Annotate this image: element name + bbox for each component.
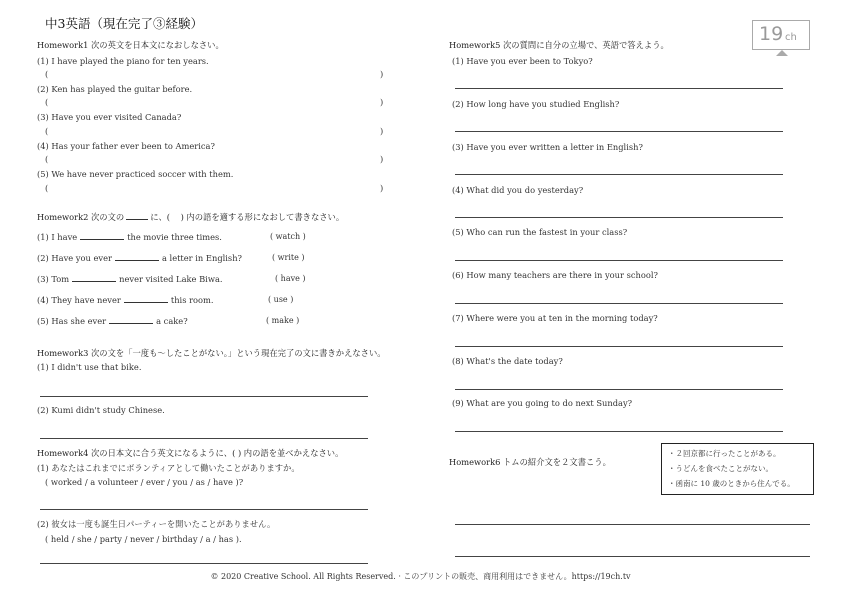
hw4-words-2: ( held / she / party / never / birthday / a / has ). — [45, 534, 242, 544]
hw2-item-5-pre: (5) Has she ever — [37, 316, 107, 326]
hw6-info-box — [661, 443, 814, 495]
hw3-answer-line-1 — [40, 396, 368, 397]
hw5-heading: Homework5 次の質問に自分の立場で、英語で答えよう。 — [449, 40, 669, 50]
hw4-question-2: (2) 彼女は一度も誕生日パーティーを開いたことがありません。 — [37, 519, 276, 529]
hw2-item-2-pre: (2) Have you ever — [37, 253, 112, 263]
hw5-answer-line-7 — [455, 346, 783, 347]
hw6-info-2: ・うどんを食べたことがない。 — [668, 464, 773, 473]
hw5-item-7: (7) Where were you at ten in the morning today? — [452, 313, 658, 323]
copyright-footer: © 2020 Creative School. All Rights Reserved. · このプリントの販売、商用利用はできません。https://19ch.tv — [210, 572, 631, 581]
hw5-answer-line-2 — [455, 131, 783, 132]
hw2-hint-1: ( watch ) — [270, 232, 306, 241]
hw1-item-1: (1) I have played the piano for ten years. — [37, 56, 209, 66]
hw2-item-4-post: this room. — [170, 295, 214, 305]
hw2-heading — [37, 211, 344, 223]
hw2-hint-2: ( write ) — [272, 253, 305, 262]
hw1-item-4: (4) Has your father ever been to America? — [37, 141, 215, 151]
hw2-blank-4 — [124, 295, 168, 303]
hw3-item-2: (2) Kumi didn't study Chinese. — [37, 405, 165, 415]
hw2-hint-3: ( have ) — [275, 274, 306, 283]
hw2-item-3-post: never visited Lake Biwa. — [119, 274, 223, 284]
hw1-answer-open-5: ( — [45, 183, 49, 193]
hw5-answer-line-1 — [455, 88, 783, 89]
logo-sub: ch — [785, 32, 797, 43]
hw2-heading-c: ) 内の語を適する形になおして書きなさい。 — [180, 212, 345, 222]
hw6-info-1: ・２回京都に行ったことがある。 — [668, 449, 781, 458]
hw3-answer-line-2 — [40, 438, 368, 439]
hw2-heading-b: に、( — [150, 212, 171, 222]
hw5-answer-line-9 — [455, 431, 783, 432]
hw1-answer-open-4: ( — [45, 154, 49, 164]
hw6-info-3: ・函南に 10 歳のときから住んでる。 — [668, 479, 795, 488]
hw5-answer-line-3 — [455, 174, 783, 175]
page-title: 中3英語（現在完了③経験） — [45, 16, 203, 31]
logo-stand-icon — [776, 50, 788, 56]
hw1-answer-open-2: ( — [45, 97, 49, 107]
hw2-item-5-post: a cake? — [156, 316, 188, 326]
hw2-item-4 — [37, 295, 214, 305]
hw4-answer-line-1 — [40, 509, 368, 510]
hw5-item-2: (2) How long have you studied English? — [452, 99, 620, 109]
hw1-answer-close-1: ) — [380, 69, 384, 79]
hw4-words-1: ( worked / a volunteer / ever / you / as / have )? — [45, 477, 244, 487]
hw2-blank-3 — [72, 274, 116, 282]
hw5-item-5: (5) Who can run the fastest in your class? — [452, 227, 628, 237]
hw4-answer-line-2 — [40, 563, 368, 564]
hw1-heading: Homework1 次の英文を日本文になおしなさい。 — [37, 40, 224, 50]
hw1-item-5: (5) We have never practiced soccer with them. — [37, 169, 234, 179]
hw2-blank-2 — [115, 253, 159, 261]
hw5-answer-line-4 — [455, 217, 783, 218]
hw5-item-8: (8) What's the date today? — [452, 356, 563, 366]
hw2-heading-blank — [126, 212, 148, 220]
hw1-answer-close-5: ) — [380, 183, 384, 193]
hw1-item-3: (3) Have you ever visited Canada? — [37, 112, 182, 122]
hw1-answer-open-3: ( — [45, 126, 49, 136]
hw5-item-3: (3) Have you ever written a letter in English? — [452, 142, 643, 152]
hw2-item-4-pre: (4) They have never — [37, 295, 121, 305]
hw2-item-3 — [37, 274, 223, 284]
hw2-heading-a: Homework2 次の文の — [37, 212, 125, 222]
hw5-item-9: (9) What are you going to do next Sunday? — [452, 398, 633, 408]
hw6-answer-line-1 — [455, 524, 810, 525]
hw1-answer-close-3: ) — [380, 126, 384, 136]
hw2-blank-1 — [80, 232, 124, 240]
hw2-item-2-post: a letter in English? — [161, 253, 242, 263]
hw5-item-6: (6) How many teachers are there in your school? — [452, 270, 658, 280]
hw5-answer-line-5 — [455, 260, 783, 261]
hw4-heading: Homework4 次の日本文に合う英文になるように、( ) 内の語を並べかえなさい。 — [37, 448, 344, 458]
hw5-item-1: (1) Have you ever been to Tokyo? — [452, 56, 593, 66]
hw3-item-1: (1) I didn't use that bike. — [37, 362, 142, 372]
logo-main: 19 — [759, 23, 784, 45]
hw1-answer-open-1: ( — [45, 69, 49, 79]
hw5-answer-line-6 — [455, 303, 783, 304]
hw2-item-2 — [37, 253, 242, 263]
hw6-heading: Homework6 トムの紹介文を２文書こう。 — [449, 457, 611, 467]
hw2-item-1-pre: (1) I have — [37, 232, 78, 242]
hw1-answer-close-2: ) — [380, 97, 384, 107]
hw1-answer-close-4: ) — [380, 154, 384, 164]
hw2-hint-5: ( make ) — [266, 316, 300, 325]
hw4-question-1: (1) あなたはこれまでにボランティアとして働いたことがありますか。 — [37, 463, 300, 473]
hw2-item-3-pre: (3) Tom — [37, 274, 70, 284]
hw1-item-2: (2) Ken has played the guitar before. — [37, 84, 193, 94]
hw2-blank-5 — [109, 316, 153, 324]
hw2-item-1 — [37, 232, 222, 242]
hw3-heading: Homework3 次の文を「一度も～したことがない。」という現在完了の文に書きかえなさい。 — [37, 348, 386, 358]
hw5-item-4: (4) What did you do yesterday? — [452, 185, 584, 195]
hw2-item-1-post: the movie three times. — [127, 232, 222, 242]
logo-19ch — [752, 20, 810, 50]
hw5-answer-line-8 — [455, 389, 783, 390]
hw2-hint-4: ( use ) — [268, 295, 294, 304]
hw6-answer-line-2 — [455, 556, 810, 557]
hw2-item-5 — [37, 316, 188, 326]
